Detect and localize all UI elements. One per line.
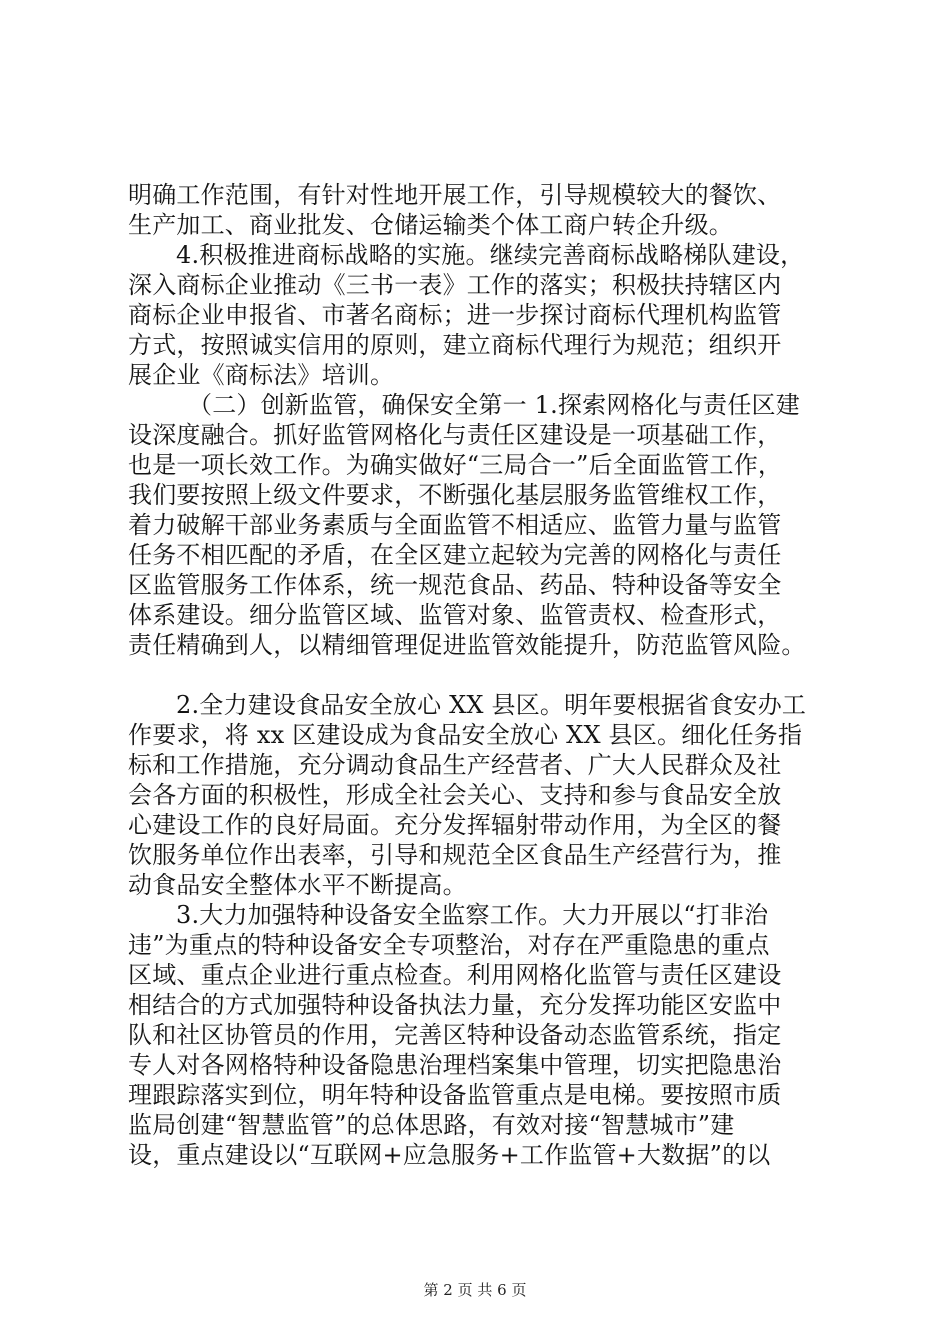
text-line: 动食品安全整体水平不断提高。 [128, 871, 467, 899]
text-line: 队和社区协管员的作用，完善区特种设备动态监管系统，指定 [128, 1021, 782, 1049]
text-line: 2.全力建设食品安全放心 XX 县区。明年要根据省食安办工 [176, 691, 807, 719]
text-line: 任务不相匹配的矛盾，在全区建立起较为完善的网格化与责任 [128, 541, 782, 569]
text-line: 监局创建“智慧监管”的总体思路，有效对接“智慧城市”建 [128, 1111, 735, 1139]
text-line: 心建设工作的良好局面。充分发挥辐射带动作用，为全区的餐 [128, 811, 782, 839]
text-line: 体系建设。细分监管区域、监管对象、监管责权、检查形式， [128, 601, 782, 629]
text-line: 生产加工、商业批发、仓储运输类个体工商户转企升级。 [128, 211, 733, 239]
text-line: 展企业《商标法》培训。 [128, 361, 395, 389]
text-line: 3.大力加强特种设备安全监察工作。大力开展以“打非治 [176, 901, 769, 929]
blank-line [128, 660, 832, 690]
document-body [128, 180, 832, 1170]
text-line: 明确工作范围，有针对性地开展工作，引导规模较大的餐饮、 [128, 181, 782, 209]
text-line: 理跟踪落实到位，明年特种设备监管重点是电梯。要按照市质 [128, 1081, 782, 1109]
text-line: 专人对各网格特种设备隐患治理档案集中管理，切实把隐患治 [128, 1051, 782, 1079]
page-number-footer: 第 2 页 共 6 页 [423, 1281, 527, 1299]
text-line: 设，重点建设以“互联网+应急服务+工作监管+大数据”的以 [128, 1141, 771, 1169]
text-line: 深入商标企业推动《三书一表》工作的落实；积极扶持辖区内 [128, 271, 782, 299]
text-line: 责任精确到人，以精细管理促进监管效能提升，防范监管风险。 [128, 631, 806, 659]
text-line: 违”为重点的特种设备安全专项整治，对存在严重隐患的重点 [128, 931, 770, 959]
text-line: 区域、重点企业进行重点检查。利用网格化监管与责任区建设 [128, 961, 782, 989]
text-line: 也是一项长效工作。为确实做好“三局合一”后全面监管工作， [128, 451, 783, 479]
text-line: 作要求，将 xx 区建设成为食品安全放心 XX 县区。细化任务指 [128, 721, 803, 749]
text-line: 相结合的方式加强特种设备执法力量，充分发挥功能区安监中 [128, 991, 782, 1019]
text-line: 方式，按照诚实信用的原则，建立商标代理行为规范；组织开 [128, 331, 782, 359]
text-line: 商标企业申报省、市著名商标；进一步探讨商标代理机构监管 [128, 301, 782, 329]
text-line: 会各方面的积极性，形成全社会关心、支持和参与食品安全放 [128, 781, 782, 809]
text-line: 设深度融合。抓好监管网格化与责任区建设是一项基础工作， [128, 421, 782, 449]
text-line: 饮服务单位作出表率，引导和规范全区食品生产经营行为，推 [128, 841, 782, 869]
text-line: 4.积极推进商标战略的实施。继续完善商标战略梯队建设， [176, 241, 805, 269]
section-heading-line: （二）创新监管，确保安全第一 1.探索网格化与责任区建 [188, 391, 800, 419]
text-line: 我们要按照上级文件要求，不断强化基层服务监管维权工作， [128, 481, 782, 509]
text-line: 标和工作措施，充分调动食品生产经营者、广大人民群众及社 [128, 751, 782, 779]
text-line: 着力破解干部业务素质与全面监管不相适应、监管力量与监管 [128, 511, 782, 539]
text-line: 区监管服务工作体系，统一规范食品、药品、特种设备等安全 [128, 571, 782, 599]
